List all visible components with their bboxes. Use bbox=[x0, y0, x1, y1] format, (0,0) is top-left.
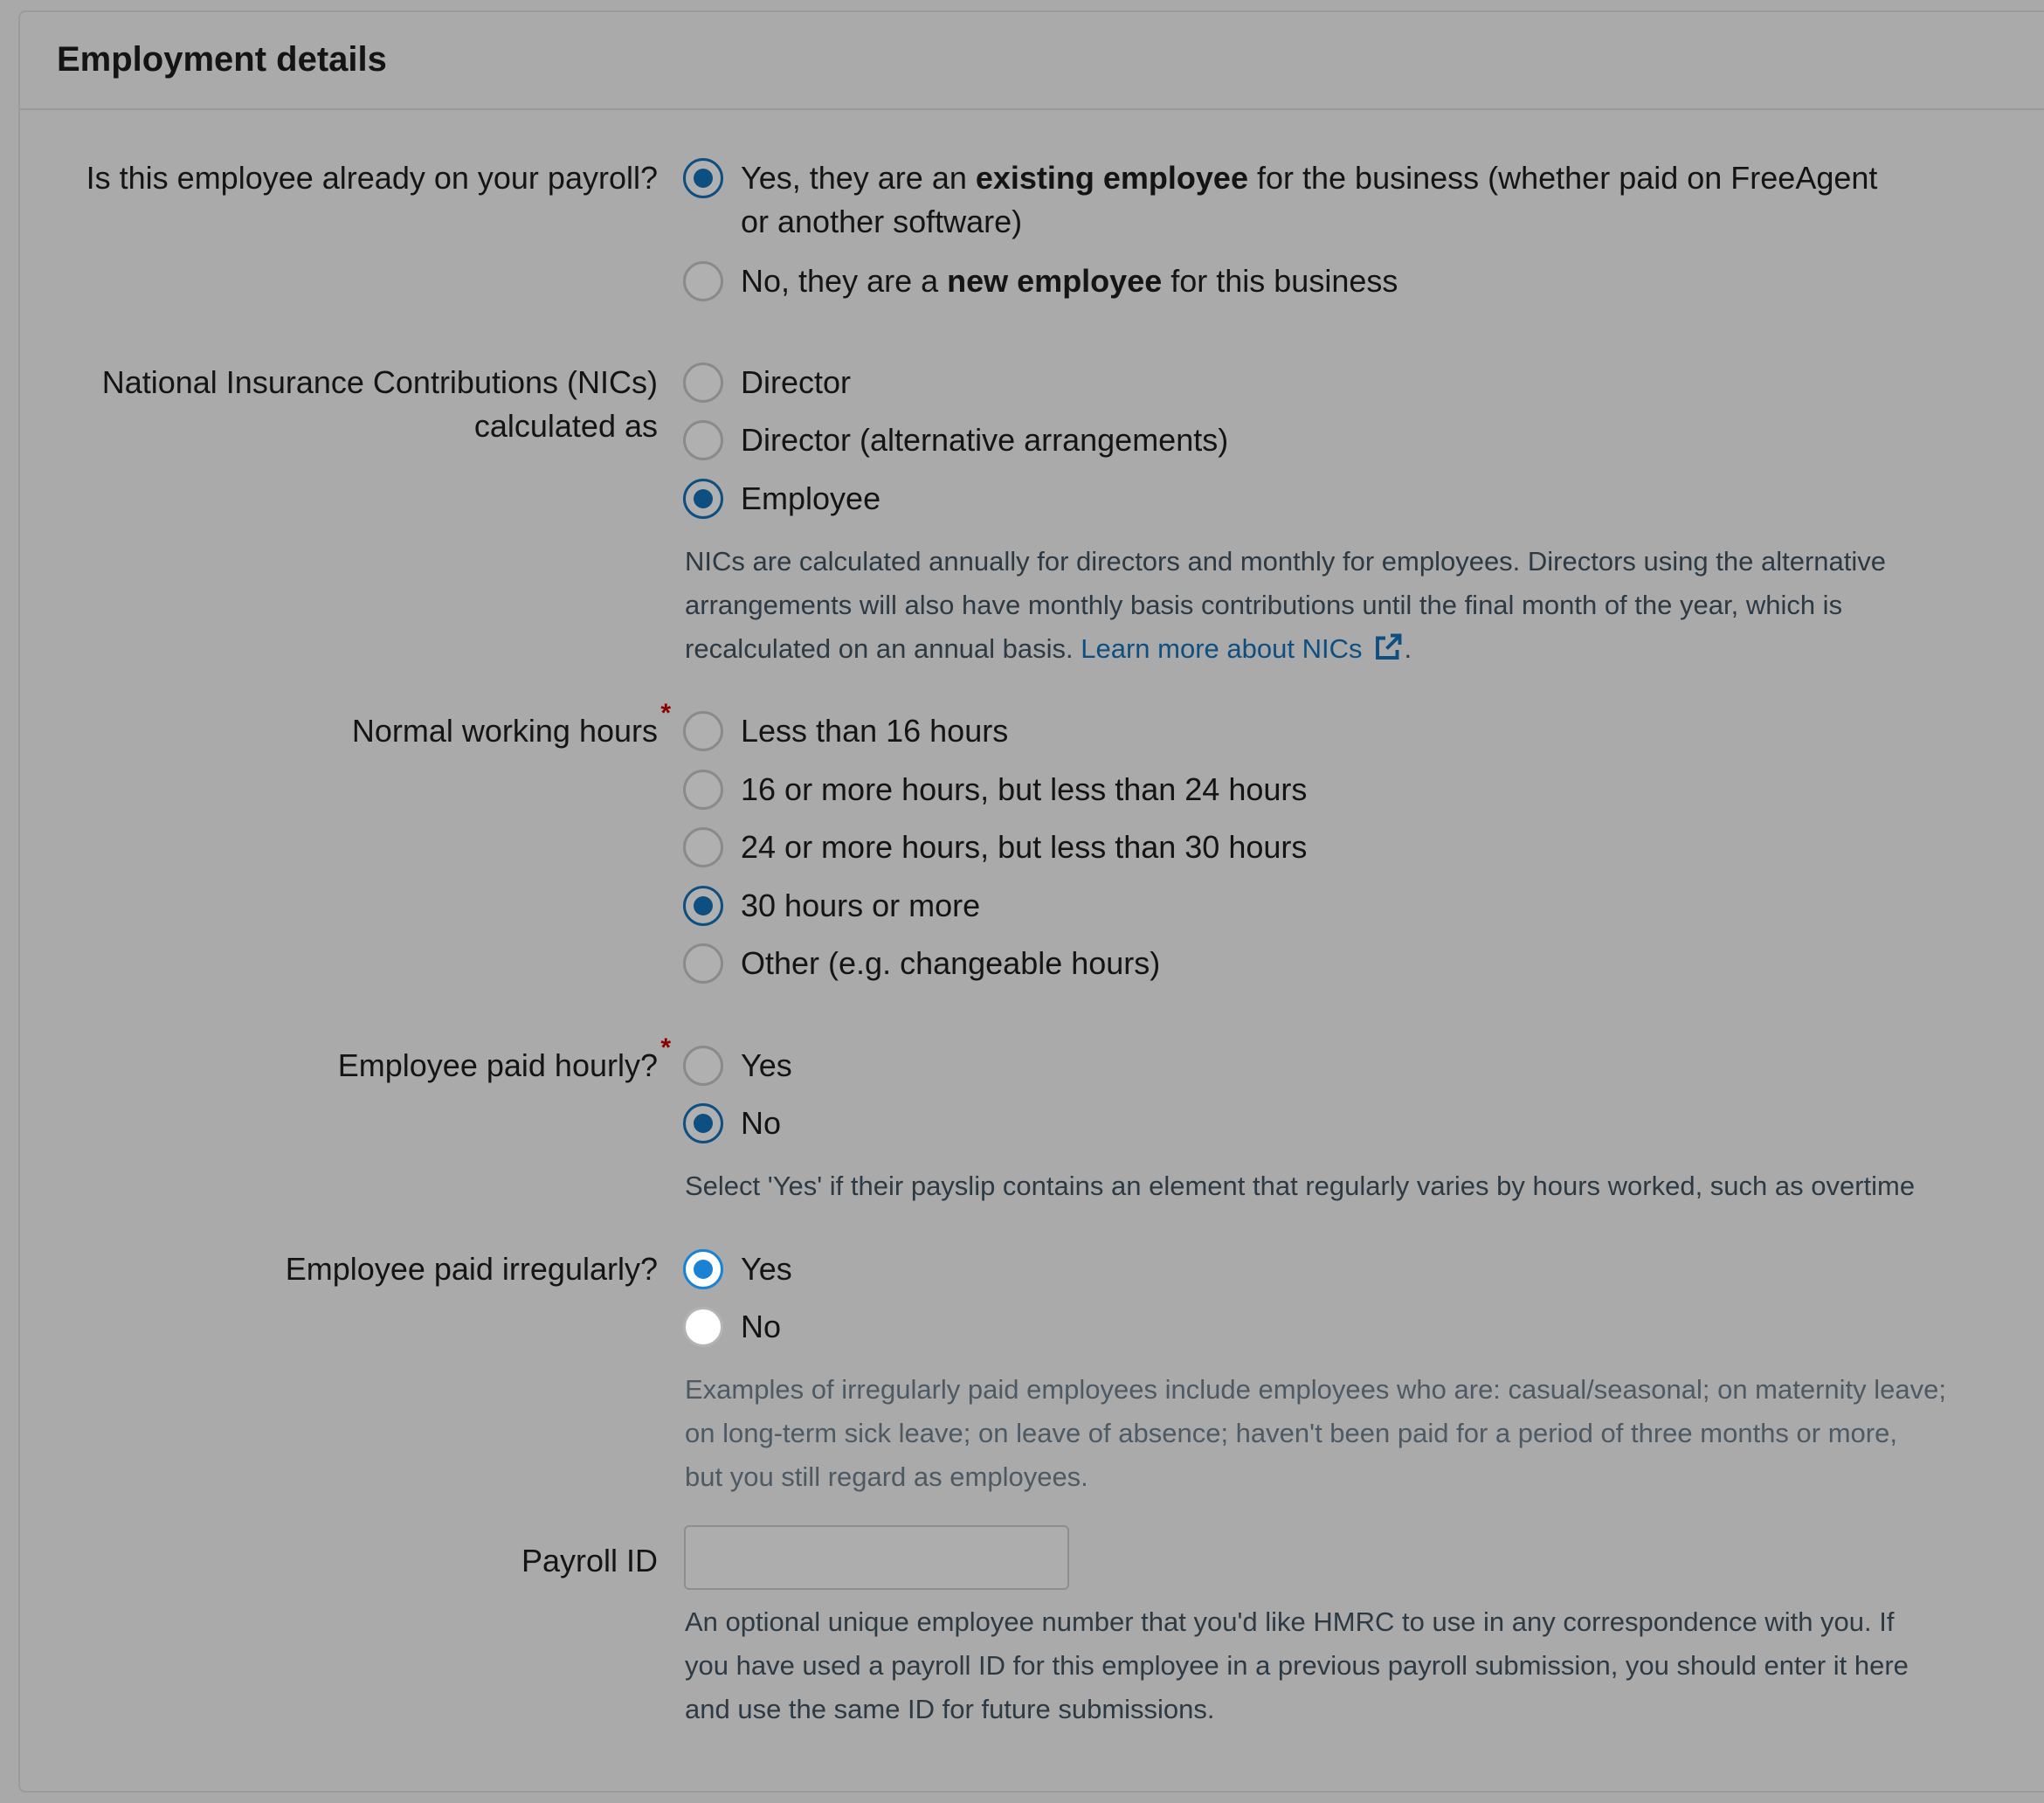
hours-option-30-plus[interactable]: 30 hours or more bbox=[683, 884, 980, 928]
radio-existing-employee[interactable] bbox=[683, 158, 723, 198]
payroll-id-input[interactable] bbox=[684, 1525, 1069, 1590]
hours-option-16-24[interactable]: 16 or more hours, but less than 24 hours bbox=[683, 768, 1307, 812]
radio-director-alternative[interactable] bbox=[683, 420, 723, 460]
radio-other-hours[interactable] bbox=[683, 943, 723, 984]
panel-title: Employment details bbox=[57, 40, 387, 79]
paid-irregularly-option-no[interactable]: No bbox=[683, 1305, 781, 1349]
paid-irregularly-label: Employee paid irregularly? bbox=[285, 1251, 658, 1287]
radio-director[interactable] bbox=[683, 363, 723, 403]
radio-less-16[interactable] bbox=[683, 711, 723, 751]
working-hours-label: Normal working hours * bbox=[351, 699, 671, 749]
paid-irregularly-option-yes[interactable]: Yes bbox=[683, 1247, 792, 1291]
paid-hourly-help-text: Select 'Yes' if their payslip contains an element that regularly varies by hours worked, such as overtime bbox=[685, 1171, 1916, 1201]
required-marker: * bbox=[660, 699, 671, 728]
nics-option-director-alt[interactable]: Director (alternative arrangements) bbox=[683, 418, 1228, 462]
paid-hourly-label: Employee paid hourly? * bbox=[337, 1033, 671, 1083]
hours-option-less-16[interactable]: Less than 16 hours bbox=[683, 709, 1008, 753]
external-link-icon bbox=[1372, 632, 1404, 676]
on-payroll-label: Is this employee already on your payroll? bbox=[86, 160, 658, 196]
learn-more-nics-link[interactable]: Learn more about NICs bbox=[1081, 633, 1404, 664]
radio-16-24[interactable] bbox=[683, 770, 723, 810]
nics-option-director[interactable]: Director bbox=[683, 361, 851, 404]
radio-24-30[interactable] bbox=[683, 827, 723, 867]
paid-hourly-option-yes[interactable]: Yes bbox=[683, 1044, 792, 1088]
radio-paid-irregularly-no[interactable] bbox=[683, 1307, 723, 1347]
payroll-id-label: Payroll ID bbox=[521, 1543, 658, 1578]
on-payroll-option-new[interactable]: No, they are a new employee for this business bbox=[683, 259, 1398, 303]
on-payroll-option-existing[interactable]: Yes, they are an existing employee for the business (whether paid on FreeAgent or another software) bbox=[683, 156, 1877, 244]
required-marker: * bbox=[660, 1033, 671, 1062]
nics-option-employee[interactable]: Employee bbox=[683, 477, 880, 521]
radio-30-plus[interactable] bbox=[683, 886, 723, 926]
radio-paid-hourly-no[interactable] bbox=[683, 1103, 723, 1143]
radio-paid-irregularly-yes[interactable] bbox=[683, 1249, 723, 1289]
panel-header bbox=[20, 12, 2044, 110]
radio-paid-hourly-yes[interactable] bbox=[683, 1046, 723, 1086]
nics-help-text: NICs are calculated annually for directors and monthly for employees. Directors using the alternative arrangements will also have monthly basis contributions until the final month of the year, which is recalculated on an annual basis. Learn more about NICs . bbox=[685, 540, 1995, 676]
paid-irregularly-help-text: Examples of irregularly paid employees include employees who are: casual/seasonal; on maternity leave; on long-term sick leave; on leave of absence; haven't been paid for a period of three months or more, but you still regard as employees. bbox=[685, 1374, 1946, 1492]
hours-option-other[interactable]: Other (e.g. changeable hours) bbox=[683, 942, 1160, 985]
hours-option-24-30[interactable]: 24 or more hours, but less than 30 hours bbox=[683, 826, 1307, 869]
paid-hourly-option-no[interactable]: No bbox=[683, 1102, 781, 1145]
payroll-id-help-text: An optional unique employee number that you'd like HMRC to use in any correspondence with you. If you have used a payroll ID for this employee in a previous payroll submission, you should enter it here and use the same ID for future submissions. bbox=[685, 1606, 1909, 1724]
radio-new-employee[interactable] bbox=[683, 261, 723, 301]
radio-employee[interactable] bbox=[683, 479, 723, 519]
nics-label: National Insurance Contributions (NICs) calculated as bbox=[101, 364, 658, 444]
